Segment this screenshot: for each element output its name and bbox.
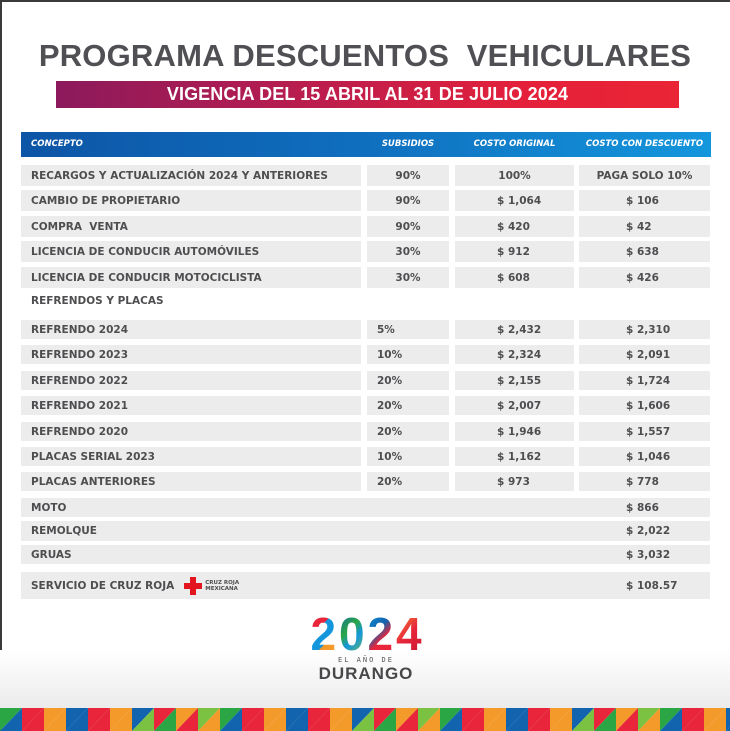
header-costo-original: COSTO ORIGINAL xyxy=(473,139,556,149)
table-row xyxy=(21,267,711,288)
cell-subsidio: 5% xyxy=(367,320,449,339)
cell-concepto: PLACAS SERIAL 2023 xyxy=(21,447,361,466)
table-row xyxy=(21,521,711,541)
header-concepto: CONCEPTO xyxy=(31,139,83,149)
cell-subsidio: 20% xyxy=(367,371,449,390)
cell-subsidio: 30% xyxy=(367,241,449,262)
cell-subsidio: 30% xyxy=(367,267,449,288)
table-row xyxy=(21,447,711,466)
frame-left-border xyxy=(0,0,2,731)
cell-original: $ 1,064 xyxy=(455,190,574,211)
cell-original: 100% xyxy=(455,165,574,186)
table-row xyxy=(21,371,711,390)
cell-original: $ 2,324 xyxy=(455,345,574,364)
cell-descuento: $ 1,046 xyxy=(579,447,710,466)
cell-concepto: REMOLQUE xyxy=(21,521,710,541)
cell-original: $ 2,007 xyxy=(455,396,574,415)
cell-concepto: MOTO xyxy=(21,498,710,517)
cell-subsidio: 20% xyxy=(367,422,449,441)
table-row xyxy=(21,422,711,441)
table-row xyxy=(21,545,711,564)
cell-subsidio: 90% xyxy=(367,165,449,186)
cell-original: $ 608 xyxy=(455,267,574,288)
cell-descuento: $ 2,022 xyxy=(626,525,671,537)
cell-concepto: RECARGOS Y ACTUALIZACIÓN 2024 Y ANTERIORES xyxy=(21,165,361,186)
cell-concepto: COMPRA VENTA xyxy=(21,216,361,237)
cell-original: $ 420 xyxy=(455,216,574,237)
table-row xyxy=(21,320,711,339)
cell-descuento: $ 2,310 xyxy=(579,320,710,339)
cell-subsidio: 20% xyxy=(367,472,449,491)
table-row xyxy=(21,190,711,211)
table-row xyxy=(21,345,711,364)
cell-descuento: $ 1,724 xyxy=(579,371,710,390)
cell-descuento: $ 108.57 xyxy=(626,579,678,592)
cell-subsidio: 90% xyxy=(367,216,449,237)
frame-top-border xyxy=(0,0,730,2)
cell-original: $ 2,155 xyxy=(455,371,574,390)
table-row xyxy=(21,472,711,491)
cell-subsidio: 20% xyxy=(367,396,449,415)
header-costo-descuento: COSTO CON DESCUENTO xyxy=(585,139,704,149)
cell-concepto: REFRENDO 2021 xyxy=(21,396,361,415)
table-header xyxy=(21,132,711,157)
header-subsidios: SUBSIDIOS xyxy=(381,139,435,149)
logo-subtitle: EL AÑO DE xyxy=(338,656,394,664)
cell-descuento: $ 1,557 xyxy=(579,422,710,441)
cell-concepto: PLACAS ANTERIORES xyxy=(21,472,361,491)
cell-original: $ 1,162 xyxy=(455,447,574,466)
cell-descuento: $ 2,091 xyxy=(579,345,710,364)
cell-descuento: $ 106 xyxy=(579,190,710,211)
cell-concepto: LICENCIA DE CONDUCIR AUTOMÓVILES xyxy=(21,241,361,262)
cell-original: $ 973 xyxy=(455,472,574,491)
logo-digit: 2 xyxy=(310,608,337,660)
table-row xyxy=(21,396,711,415)
cell-concepto xyxy=(21,572,710,599)
cruz-roja-logo-line2: MEXICANA xyxy=(205,585,238,592)
logo-name: DURANGO xyxy=(318,664,414,683)
cell-original: $ 2,432 xyxy=(455,320,574,339)
table-row xyxy=(21,216,711,237)
cell-concepto: REFRENDO 2023 xyxy=(21,345,361,364)
cell-subsidio: 10% xyxy=(367,345,449,364)
table-row xyxy=(21,241,711,262)
validity-banner xyxy=(56,81,679,108)
cell-descuento: $ 1,606 xyxy=(579,396,710,415)
cell-original: $ 1,946 xyxy=(455,422,574,441)
table-row-cruz-roja xyxy=(21,572,711,599)
cruz-roja-logo-line1: CRUZ ROJA xyxy=(205,579,240,586)
cell-concepto: GRUAS xyxy=(21,545,710,564)
logo-digit: 0 xyxy=(338,608,365,660)
cell-concepto: LICENCIA DE CONDUCIR MOTOCICLISTA xyxy=(21,267,361,288)
cell-descuento: $ 866 xyxy=(626,501,659,514)
cell-concepto: REFRENDO 2020 xyxy=(21,422,361,441)
cell-subsidio: 90% xyxy=(367,190,449,211)
cruz-roja-logo xyxy=(184,577,239,595)
validity-text: VIGENCIA DEL 15 ABRIL AL 31 DE JULIO 2024 xyxy=(166,84,569,104)
cell-subsidio: 10% xyxy=(367,447,449,466)
cell-descuento: PAGA SOLO 10% xyxy=(579,165,710,186)
red-cross-icon xyxy=(184,577,202,595)
page-title: PROGRAMA DESCUENTOS VEHICULARES xyxy=(38,38,692,73)
cell-descuento: $ 42 xyxy=(579,216,710,237)
table-row xyxy=(21,165,711,186)
durango-2024-logo xyxy=(305,608,427,684)
cell-descuento: $ 638 xyxy=(579,241,710,262)
logo-digit: 4 xyxy=(395,608,422,660)
logo-digit: 2 xyxy=(367,608,394,660)
section-label-refrendos: REFRENDOS Y PLACAS xyxy=(31,295,164,307)
cell-descuento: $ 426 xyxy=(579,267,710,288)
cell-descuento: $ 3,032 xyxy=(626,548,671,561)
cruz-roja-label: SERVICIO DE CRUZ ROJA xyxy=(31,579,175,592)
table-row xyxy=(21,498,711,517)
stripe-pattern xyxy=(0,708,730,731)
cell-descuento: $ 778 xyxy=(579,472,710,491)
decorative-stripe xyxy=(0,708,730,731)
cell-concepto: REFRENDO 2024 xyxy=(21,320,361,339)
cell-concepto: CAMBIO DE PROPIETARIO xyxy=(21,190,361,211)
cell-original: $ 912 xyxy=(455,241,574,262)
cell-concepto: REFRENDO 2022 xyxy=(21,371,361,390)
